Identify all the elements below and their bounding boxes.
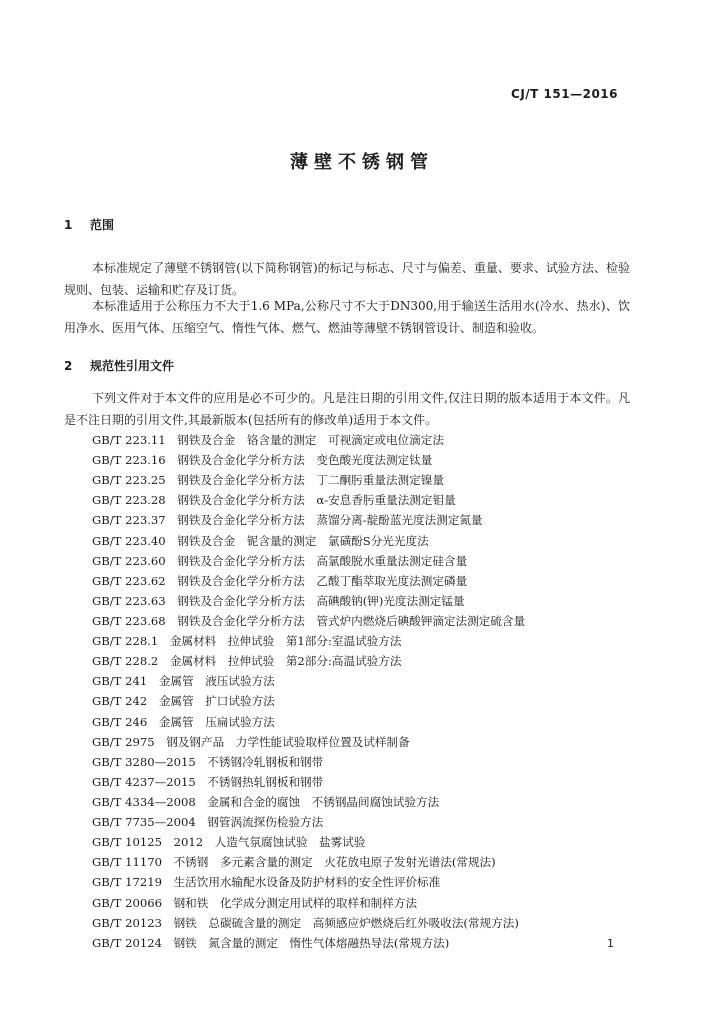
- reference-item: GB/T 20124 钢铁 氮含量的测定 惰性气体熔融热导法(常规方法): [92, 935, 450, 950]
- section-1-heading: [64, 216, 114, 233]
- reference-item: GB/T 223.60 钢铁及合金化学分析方法 高氯酸脱水重量法测定硅含量: [92, 553, 468, 568]
- section-title: 规范性引用文件: [90, 359, 175, 373]
- reference-item: GB/T 11170 不锈钢 多元素含量的测定 火花放电原子发射光谱法(常规法): [92, 855, 496, 870]
- document-title: 薄壁不锈钢管: [290, 152, 434, 173]
- section-2-heading: [64, 357, 174, 374]
- applicability-paragraph: 本标准适用于公称压力不大于1.6 MPa,公称尺寸不大于DN300,用于输送生活用水(冷水、热水)、饮用净水、医用气体、压缩空气、惰性气体、燃气、燃油等薄壁不锈钢管设计、制造和验收。: [64, 299, 630, 335]
- normative-references-list: [92, 430, 632, 953]
- reference-item: GB/T 228.1 金属材料 拉伸试验 第1部分:室温试验方法: [92, 634, 402, 649]
- reference-item: GB/T 223.37 钢铁及合金化学分析方法 蒸馏分离-靛酚蓝光度法测定氮量: [92, 513, 483, 528]
- standard-code: CJ/T 151—2016: [511, 87, 618, 101]
- reference-item: GB/T 223.11 钢铁及合金 铬含量的测定 可视滴定或电位滴定法: [92, 433, 444, 447]
- reference-item: GB/T 246 金属管 压扁试验方法: [92, 714, 275, 729]
- reference-item: GB/T 20066 钢和铁 化学成分测定用试样的取样和制样方法: [92, 895, 418, 910]
- section-title: 范围: [90, 218, 115, 232]
- scope-paragraph: 本标准规定了薄壁不锈钢管(以下简称钢管)的标记与标志、尺寸与偏差、重量、要求、试验方法、检验规则、包装、运输和贮存及订货。: [64, 261, 630, 297]
- reference-item: GB/T 7735—2004 钢管涡流探伤检验方法: [92, 815, 324, 830]
- reference-item: GB/T 223.63 钢铁及合金化学分析方法 高碘酸钠(钾)光度法测定锰量: [92, 593, 465, 608]
- section-number: 2: [64, 359, 73, 373]
- reference-item: GB/T 4334—2008 金属和合金的腐蚀 不锈钢晶间腐蚀试验方法: [92, 794, 440, 809]
- reference-item: GB/T 242 金属管 扩口试验方法: [92, 694, 275, 709]
- references-intro-paragraph: 下列文件对于本文件的应用是必不可少的。凡是注日期的引用文件,仅注日期的版本适用于本文件。凡是不注日期的引用文件,其最新版本(包括所有的修改单)适用于本文件。: [64, 391, 630, 427]
- reference-item: GB/T 2975 钢及钢产品 力学性能试验取样位置及试样制备: [92, 734, 410, 749]
- reference-item: GB/T 223.62 钢铁及合金化学分析方法 乙酸丁酯萃取光度法测定磷量: [92, 573, 468, 588]
- page-number: 1: [607, 937, 614, 950]
- reference-item: GB/T 223.28 钢铁及合金化学分析方法 α-安息香肟重量法测定钼量: [92, 493, 456, 508]
- reference-item: GB/T 223.40 钢铁及合金 铌含量的测定 氯磺酚S分光光度法: [92, 533, 429, 548]
- section-number: 1: [64, 218, 73, 232]
- reference-item: GB/T 223.25 钢铁及合金化学分析方法 丁二酮肟重量法测定镍量: [92, 473, 444, 488]
- reference-item: GB/T 4237—2015 不锈钢热轧钢板和钢带: [92, 774, 324, 789]
- reference-item: GB/T 228.2 金属材料 拉伸试验 第2部分:高温试验方法: [92, 654, 402, 669]
- reference-item: GB/T 223.68 钢铁及合金化学分析方法 管式炉内燃烧后碘酸钾滴定法测定硫含量: [92, 613, 526, 628]
- reference-item: GB/T 223.16 钢铁及合金化学分析方法 变色酸光度法测定钛量: [92, 453, 433, 468]
- reference-item: GB/T 10125 2012 人造气氛腐蚀试验 盐雾试验: [92, 835, 366, 850]
- reference-item: GB/T 17219 生活饮用水输配水设备及防护材料的安全性评价标准: [92, 875, 441, 890]
- reference-item: GB/T 241 金属管 液压试验方法: [92, 674, 275, 689]
- reference-item: GB/T 3280—2015 不锈钢冷轧钢板和钢带: [92, 754, 324, 769]
- reference-item: GB/T 20123 钢铁 总碳硫含量的测定 高频感应炉燃烧后红外吸收法(常规方法): [92, 915, 519, 930]
